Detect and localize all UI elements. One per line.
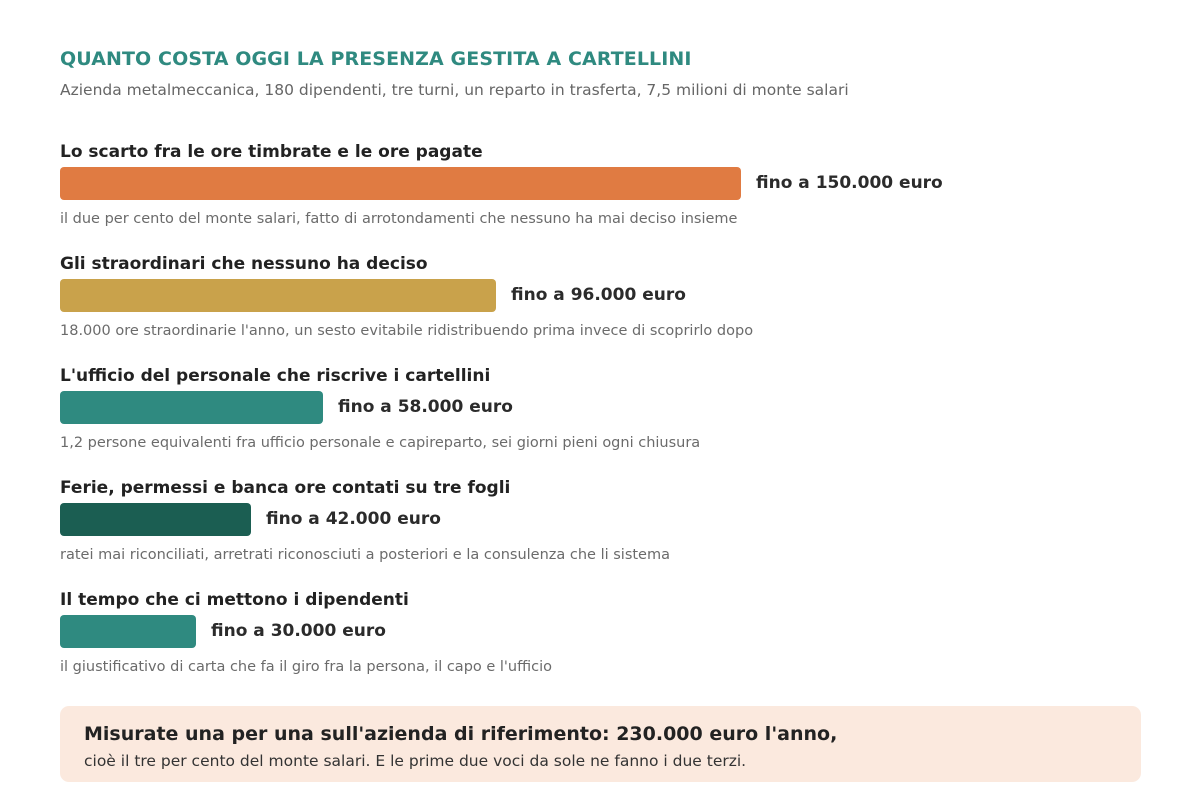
bar-value-label: fino a 42.000 euro xyxy=(266,509,441,529)
bar-value-label: fino a 96.000 euro xyxy=(511,285,686,305)
chart-title: QUANTO COSTA OGGI LA PRESENZA GESTITA A CARTELLINI xyxy=(60,48,692,70)
bar-note: il due per cento del monte salari, fatto di arrotondamenti che nessuno ha mai deciso insieme xyxy=(60,211,738,227)
bar-value-label: fino a 150.000 euro xyxy=(756,173,943,193)
summary-sub-text: cioè il tre per cento del monte salari. E le prime due voci da sole ne fanno i due terzi. xyxy=(84,752,747,770)
bar xyxy=(60,279,496,312)
bar-category-label: L'ufficio del personale che riscrive i cartellini xyxy=(60,366,491,386)
bar-note: ratei mai riconciliati, arretrati riconosciuti a posteriori e la consulenza che li sistema xyxy=(60,547,670,563)
bar xyxy=(60,615,196,648)
bar-category-label: Gli straordinari che nessuno ha deciso xyxy=(60,254,428,274)
bar-row xyxy=(60,590,1140,702)
bar-row xyxy=(60,366,1140,478)
bar-category-label: Il tempo che ci mettono i dipendenti xyxy=(60,590,409,610)
bar-value-label: fino a 58.000 euro xyxy=(338,397,513,417)
bar-row xyxy=(60,254,1140,366)
bar-note: il giustificativo di carta che fa il giro fra la persona, il capo e l'ufficio xyxy=(60,659,553,675)
bar xyxy=(60,391,323,424)
bar-note: 1,2 persone equivalenti fra ufficio personale e capireparto, sei giorni pieni ogni chiusura xyxy=(60,435,701,451)
bar xyxy=(60,503,251,536)
summary-main-text: Misurate una per una sull'azienda di riferimento: 230.000 euro l'anno, xyxy=(84,723,838,745)
bar-category-label: Lo scarto fra le ore timbrate e le ore pagate xyxy=(60,142,483,162)
bar-value-label: fino a 30.000 euro xyxy=(211,621,386,641)
summary-box xyxy=(60,706,1141,782)
bar-note: 18.000 ore straordinarie l'anno, un sesto evitabile ridistribuendo prima invece di scoprirlo dopo xyxy=(60,323,754,339)
bar-category-label: Ferie, permessi e banca ore contati su tre fogli xyxy=(60,478,511,498)
bar-row xyxy=(60,478,1140,590)
bar xyxy=(60,167,741,200)
bar-row xyxy=(60,142,1140,254)
chart-subtitle: Azienda metalmeccanica, 180 dipendenti, tre turni, un reparto in trasferta, 7,5 milioni di monte salari xyxy=(60,81,849,99)
